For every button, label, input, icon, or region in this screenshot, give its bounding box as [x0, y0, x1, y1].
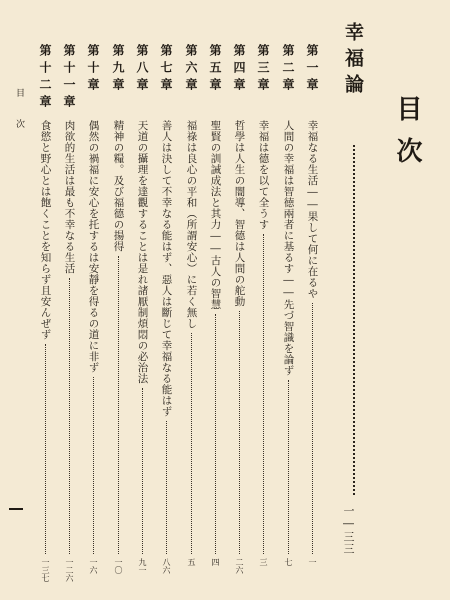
chapter-page-number: 二六 — [235, 558, 244, 574]
chapter-leader-dots — [69, 278, 72, 554]
chapter-title[interactable]: 天道の攝理を達觀することは是れ諸厭制煩悶の必治法 — [136, 120, 149, 384]
chapter-label: 第十二章 — [38, 44, 52, 112]
chapter-title[interactable]: 肉欲的生活は最も不幸なる生活 — [63, 120, 76, 274]
chapter-label: 第五章 — [208, 44, 222, 95]
chapter-label: 第十章 — [86, 44, 100, 95]
page-number-mark — [9, 508, 23, 510]
chapter-label: 第七章 — [159, 44, 173, 95]
chapter-leader-dots — [118, 256, 121, 554]
chapter-label: 第十一章 — [62, 44, 76, 112]
margin-label: 目次 — [14, 88, 24, 150]
section-leader-dots — [353, 145, 359, 495]
chapter-label: 第三章 — [256, 44, 270, 95]
chapter-title[interactable]: 哲學は人生の闇導、智德は人間の舵動 — [233, 120, 246, 307]
chapter-title[interactable]: 人間の幸福は智徳兩者に基るす――先づ智識を論ず — [282, 120, 295, 376]
chapter-label: 第九章 — [111, 44, 125, 95]
chapter-title[interactable]: 善人は決して不幸なる能はず、惡人は斷じて幸福なる能はず — [160, 120, 173, 417]
chapter-page-number: 一二六 — [65, 558, 74, 582]
chapter-leader-dots — [93, 377, 96, 554]
chapter-page-number: 一 — [308, 558, 317, 566]
section-page-range: 一―三三 — [342, 505, 355, 555]
chapter-page-number: 八六 — [162, 558, 171, 574]
section-title: 幸福論 — [342, 22, 364, 100]
chapter-label: 第六章 — [184, 44, 198, 95]
chapter-label: 第四章 — [232, 44, 246, 95]
chapter-page-number: 一六 — [89, 558, 98, 574]
chapter-leader-dots — [142, 388, 145, 554]
chapter-page-number: 一三七 — [41, 558, 50, 582]
chapter-page-number: 五 — [187, 558, 196, 566]
chapter-page-number: 九一 — [138, 558, 147, 574]
chapter-page-number: 三 — [259, 558, 268, 566]
chapter-page-number: 七 — [284, 558, 293, 566]
chapter-page-number: 四 — [211, 558, 220, 566]
chapter-label: 第一章 — [305, 44, 319, 95]
chapter-title[interactable]: 精神の糧。及び福德の揚得 — [112, 120, 125, 252]
chapter-label: 第二章 — [281, 44, 295, 95]
chapter-title[interactable]: 聖賢の訓誡成法と其力――古人の智慧 — [209, 120, 222, 310]
chapter-title[interactable]: 福祿は良心の平和（所謂安心）に若く無し — [185, 120, 198, 329]
chapter-leader-dots — [239, 311, 242, 554]
chapter-title[interactable]: 幸福なる生活――果して何に在るや — [306, 120, 319, 299]
chapter-leader-dots — [191, 333, 194, 554]
chapter-title[interactable]: 幸福は德を以て全うす — [257, 120, 270, 230]
chapter-leader-dots — [45, 344, 48, 554]
chapter-page-number: 一〇 — [114, 558, 123, 574]
toc-heading: 目次 — [392, 95, 422, 179]
chapter-leader-dots — [263, 234, 266, 554]
chapter-leader-dots — [288, 380, 291, 554]
chapter-leader-dots — [215, 314, 218, 554]
chapter-title[interactable]: 偶然の禍福に安心を托するは安靜を得るの道に非ず — [87, 120, 100, 373]
chapter-leader-dots — [312, 303, 315, 554]
chapter-label: 第八章 — [135, 44, 149, 95]
chapter-leader-dots — [166, 421, 169, 554]
chapter-title[interactable]: 食慾と野心とは飽くことを知らず且安んぜず — [39, 120, 52, 340]
